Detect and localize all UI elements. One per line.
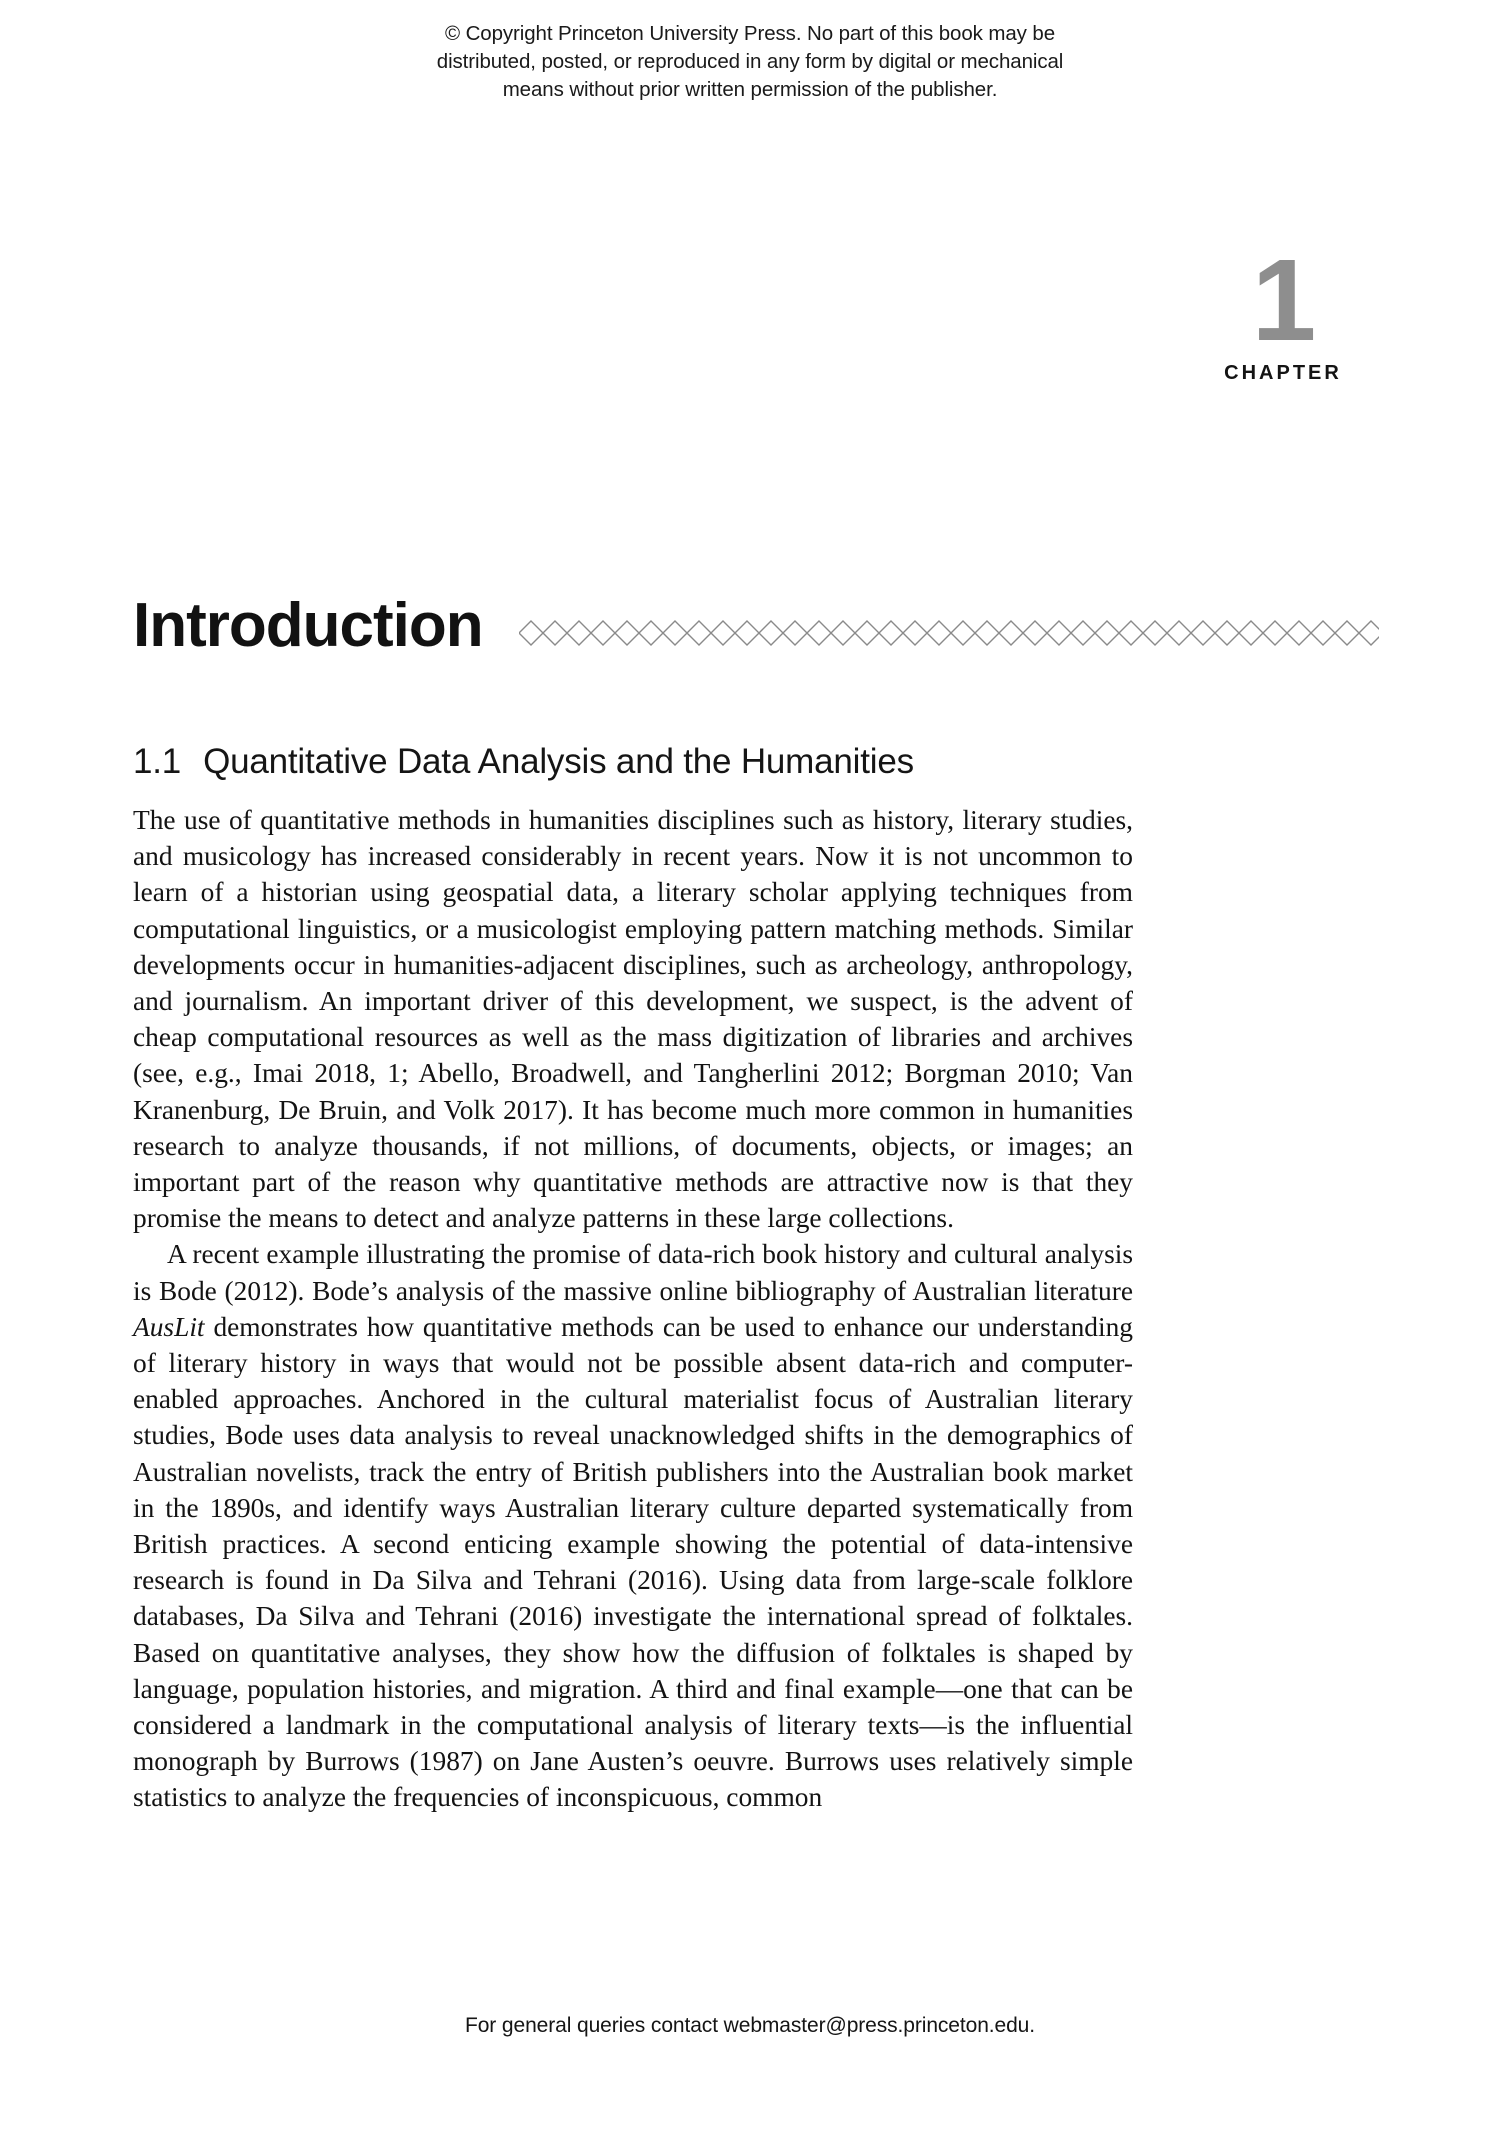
section-title: Quantitative Data Analysis and the Humanities	[203, 742, 914, 782]
paragraph-2-text-after-italic: demonstrates how quantitative methods can be used to enhance our understanding of literary history in ways that would not be possible absent data-rich and computer-enabled approaches. Anchored in the cultural materialist focus of Australian literary studies, Bode uses data analysis to reveal unacknowledged shifts in the demographics of Australian novelists, track the entry of British publishers into the Australian book market in the 1890s, and identify ways Australian literary culture departed systematically from British practices. A second enticing example showing the potential of data-intensive research is found in Da Silva and Tehrani (2016). Using data from large-scale folklore databases, Da Silva and Tehrani (2016) investigate the international spread of folktales. Based on quantitative analyses, they show how the diffusion of folktales is shaped by language, population histories, and migration. A third and final example—one that can be considered a landmark in the computational analysis of literary texts—is the influential monograph by Burrows (1987) on Jane Austen’s oeuvre. Burrows uses relatively simple statistics to analyze the frequencies of inconspicuous, common	[133, 1311, 1133, 1813]
copyright-line-2: distributed, posted, or reproduced in any form by digital or mechanical	[436, 50, 1064, 73]
copyright-line-1: © Copyright Princeton University Press. No part of this book may be	[445, 22, 1055, 45]
section-heading	[133, 740, 914, 784]
copyright-header	[0, 20, 1500, 104]
body-text	[133, 802, 1133, 1816]
chapter-number: 1	[1251, 235, 1315, 365]
italic-work-title: AusLit	[133, 1311, 205, 1342]
paragraph-1: The use of quantitative methods in humanities disciplines such as history, literary studies, and musicology has increased considerably in recent years. Now it is not uncommon to learn of a historian using geospatial data, a literary scholar applying techniques from computational linguistics, or a musicologist employing pattern matching methods. Similar developments occur in humanities-adjacent disciplines, such as archeology, anthropology, and journalism. An important driver of this development, we suspect, is the advent of cheap computational resources as well as the mass digitization of libraries and archives (see, e.g., Imai 2018, 1; Abello, Broadwell, and Tangherlini 2012; Borgman 2010; Van Kranenburg, De Bruin, and Volk 2017). It has become much more common in humanities research to analyze thousands, if not millions, of documents, objects, or images; an important part of the reason why quantitative methods are attractive now is that they promise the means to detect and analyze patterns in these large collections.	[133, 805, 1133, 1234]
section-number: 1.1	[133, 742, 182, 782]
paragraph-2-text-before-italic: A recent example illustrating the promise of data-rich book history and cultural analysis is Bode (2012). Bode’s analysis of the massive online bibliography of Australian literature	[133, 1239, 1133, 1306]
chapter-title-row	[133, 548, 1388, 703]
chapter-label: CHAPTER	[1224, 362, 1342, 384]
copyright-line-3: means without prior written permission of the publisher.	[502, 78, 998, 101]
page-title: Introduction	[133, 590, 483, 660]
page-footer: For general queries contact webmaster@press.princeton.edu.	[465, 2014, 1035, 2037]
diamond-chain-rule-icon	[519, 616, 1388, 650]
chapter-marker	[1178, 235, 1388, 385]
paragraph-2	[133, 1236, 1133, 1815]
